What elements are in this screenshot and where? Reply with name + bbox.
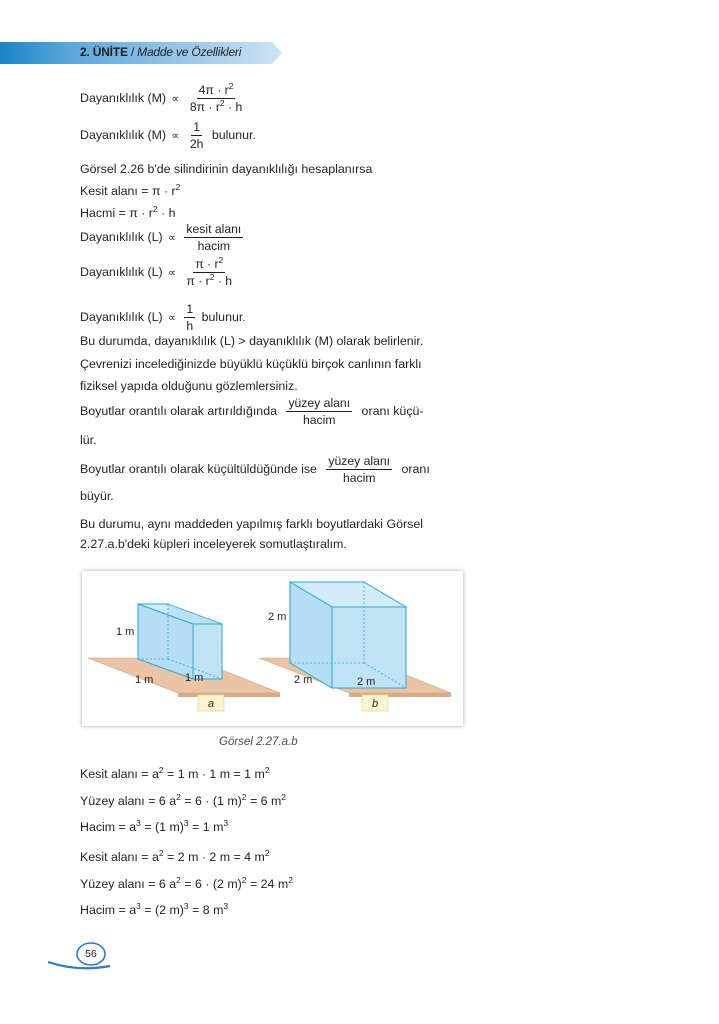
kesit-line: Kesit alanı = $\pi \cdot r^2$ xyxy=(80,182,181,198)
hacmi-line: Hacmi = $\pi \cdot r^2 \cdot h$ xyxy=(80,204,176,220)
cube-b-height-label: 2 m xyxy=(268,611,287,623)
intro-l: Görsel 2.26 b'de silindirinin dayanıklılığı hesaplanırsa xyxy=(80,162,373,176)
formula-l-3: Dayanıklılık (L) ∝ $\frac{1}{h}$ bulunur. xyxy=(80,302,246,334)
paragraph-1-line-1: Çevrenizi incelediğinizde büyüklü küçüklü birçok canlının farklı xyxy=(80,357,422,371)
conclusion: Bu durumda, dayanıklılık (L) > dayanıklılık (M) olarak belirlenir. xyxy=(80,334,424,348)
tag-a: a xyxy=(207,698,215,710)
page-number: 56 xyxy=(85,948,97,960)
paragraph-2: Boyutlar orantılı olarak artırıldığında $\frac{\text{yüzey alanı}}{\text{hacim}}$ oranı küçü- xyxy=(80,396,424,428)
fraction: $\frac{\pi \cdot r^2}{\pi \cdot r^2 \cdot h}$ xyxy=(186,255,233,289)
result-b-hacim: Hacim = $a^3 = (2$ m)$^3$ = 8 $m^3$ xyxy=(80,901,229,917)
cube-a-width-label: 1 m xyxy=(185,672,204,684)
fraction: $\frac{\text{kesit alanı}}{\text{hacim}}$ xyxy=(186,222,242,254)
fraction: $\frac{1}{h}$ xyxy=(186,302,194,334)
fraction: $\frac{\text{yüzey alanı}}{\text{hacim}}$ xyxy=(288,396,351,428)
result-b-yuzey: Yüzey alanı = 6 $a^2 = 6 \cdot (2$ m)$^2$ = 24 $m^2$ xyxy=(80,875,293,891)
cube-a-depth-label: 1 m xyxy=(135,674,154,686)
formula-m-2: Dayanıklılık (M) ∝ $\frac{1}{2h}$ bulunur. xyxy=(80,120,256,152)
fraction: $\frac{1}{2h}$ xyxy=(189,120,204,152)
paragraph-4-line-2: 2.27.a.b'deki küpleri inceleyerek somutlaştıralım. xyxy=(80,537,347,551)
paragraph-2-end: lür. xyxy=(80,433,97,447)
tag-b: b xyxy=(371,698,379,710)
cube-b-depth-label: 2 m xyxy=(294,674,313,686)
formula-m-1: Dayanıklılık (M) ∝ $\frac{4\pi \cdot r^2}{8\pi \cdot r^2 \cdot h}$ xyxy=(80,81,243,115)
figure-caption: Görsel 2.27.a.b xyxy=(219,736,298,748)
paragraph-4-line-1: Bu durumu, aynı maddeden yapılmış farklı boyutlardaki Görsel xyxy=(80,517,423,531)
unit-title: Madde ve Özellikleri xyxy=(137,45,242,59)
cube-a-height-label: 1 m xyxy=(116,626,135,638)
paragraph-3-end: büyür. xyxy=(80,489,114,503)
paragraph-3: Boyutlar orantılı olarak küçültüldüğünde ise $\frac{\text{yüzey alanı}}{\text{hacim}}$ oranı xyxy=(80,454,430,486)
formula-l-1: Dayanıklılık (L) ∝ $\frac{\text{kesit alanı}}{\text{hacim}}$ xyxy=(80,222,242,254)
result-a-yuzey: Yüzey alanı = 6 $a^2 = 6 \cdot (1$ m)$^2$ = 6 $m^2$ xyxy=(80,792,287,808)
result-a-hacim: Hacim = $a^3 = (1$ m)$^3$ = 1 $m^3$ xyxy=(80,818,229,834)
cube-figure xyxy=(82,571,463,726)
cube-b xyxy=(290,582,406,688)
unit-header: 2. ÜNİTE / Madde ve Özellikleri xyxy=(80,45,242,59)
fraction: $\frac{\text{yüzey alanı}}{\text{hacim}}$ xyxy=(328,454,391,486)
paragraph-1-line-2: fiziksel yapıda olduğunu gözlemlersiniz. xyxy=(80,379,298,393)
cube-b-width-label: 2 m xyxy=(357,676,376,688)
unit-label: 2. ÜNİTE xyxy=(80,45,128,59)
cube-illustration xyxy=(82,571,463,726)
formula-l-2: Dayanıklılık (L) ∝ $\frac{\pi \cdot r^2}{\pi \cdot r^2 \cdot h}$ xyxy=(80,255,233,289)
fraction: $\frac{4\pi \cdot r^2}{8\pi \cdot r^2 \cdot h}$ xyxy=(189,81,243,115)
plate-a-edge xyxy=(178,693,280,697)
result-b-kesit: Kesit alanı = $a^2 = 2$ m · 2 m = 4 $m^2$ xyxy=(80,848,270,864)
result-a-kesit: Kesit alanı = $a^2 = 1$ m · 1 m = 1 $m^2$ xyxy=(80,765,270,781)
